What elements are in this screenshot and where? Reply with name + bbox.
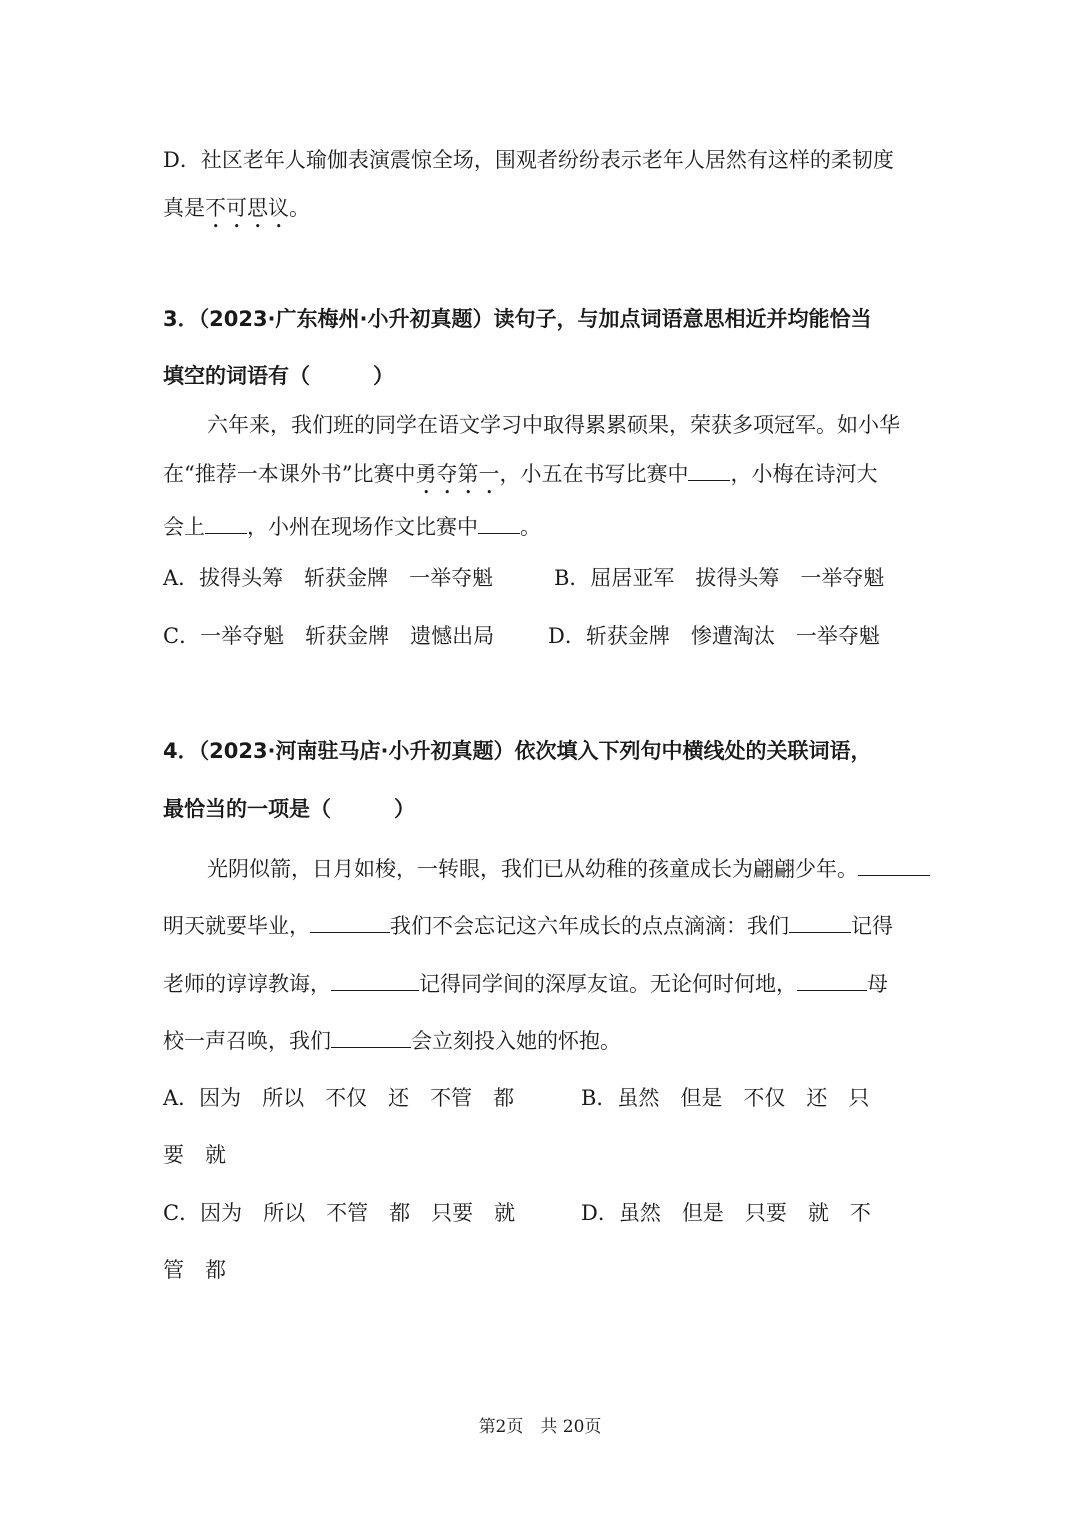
q4-p3c: 母 <box>867 972 888 996</box>
q4-p2a: 明天就要毕业， <box>163 914 310 938</box>
q3-option-d[interactable]: D．斩获金牌 惨遭淘汰 一举夺魁 <box>548 624 880 648</box>
dotted-word: 不可思议 <box>205 196 289 220</box>
q3-p2c: ，小梅在诗河大 <box>730 462 878 486</box>
q4-passage-line4 <box>163 1025 621 1056</box>
q3-blank-1[interactable] <box>688 458 730 481</box>
q4-option-d-cont[interactable]: 管 都 <box>163 1258 226 1282</box>
q4-blank-2[interactable] <box>310 910 390 933</box>
q4-p2c: 记得 <box>851 914 893 938</box>
q4-title-line2: 最恰当的一项是（ ） <box>163 797 415 821</box>
q3-p2b: ，小五在书写比赛中 <box>499 462 689 486</box>
q3-passage-line1: 六年来，我们班的同学在语文学习中取得累累硕果，荣获多项冠军。如小华 <box>207 413 900 437</box>
q3-passage-line3 <box>163 511 541 542</box>
q4-option-b-cont[interactable]: 要 就 <box>163 1143 226 1167</box>
q3-title-line2: 填空的词语有（ ） <box>163 364 394 388</box>
q4-blank-3[interactable] <box>789 910 851 933</box>
q4-p1: 光阴似箭，日月如梭，一转眼，我们已从幼稚的孩童成长为翩翩少年。 <box>207 857 858 881</box>
q4-blank-5[interactable] <box>797 968 867 991</box>
q4-option-b[interactable]: B．虽然 但是 不仅 还 只 <box>581 1086 870 1110</box>
q4-title-line1: 4．（2023·河南驻马店·小升初真题）依次填入下列句中横线处的关联词语， <box>163 739 872 763</box>
q3-blank-3[interactable] <box>478 511 520 534</box>
q3-option-b[interactable]: B．屈居亚军 拔得头筹 一举夺魁 <box>554 566 885 590</box>
q3-p3c: 。 <box>520 515 541 539</box>
option-d-line1: D．社区老年人瑜伽表演震惊全场，围观者纷纷表示老年人居然有这样的柔韧度 <box>163 148 894 172</box>
q4-p4b: 会立刻投入她的怀抱。 <box>411 1029 621 1053</box>
q3-title-line1: 3．（2023·广东梅州·小升初真题）读句子，与加点词语意思相近并均能恰当 <box>163 307 872 331</box>
q3-p3a: 会上 <box>163 515 205 539</box>
q4-passage-line2 <box>163 910 893 941</box>
q4-blank-6[interactable] <box>331 1025 411 1048</box>
q4-option-c[interactable]: C．因为 所以 不管 都 只要 就 <box>163 1201 516 1225</box>
option-d-post: 。 <box>289 196 310 220</box>
page-number: 第2页 共 20页 <box>478 1417 602 1437</box>
q4-blank-1[interactable] <box>858 853 930 876</box>
q3-blank-2[interactable] <box>205 511 247 534</box>
q4-p2b: 我们不会忘记这六年成长的点点滴滴：我们 <box>390 914 789 938</box>
q4-blank-4[interactable] <box>331 968 419 991</box>
option-d-line2 <box>163 193 310 233</box>
q3-passage-line2 <box>163 458 877 499</box>
q3-option-a[interactable]: A．拔得头筹 斩获金牌 一举夺魁 <box>163 566 494 590</box>
q4-p3a: 老师的谆谆教诲， <box>163 972 331 996</box>
q4-passage-line3 <box>163 968 888 999</box>
q3-dotted-word: 勇夺第一 <box>415 462 500 486</box>
q3-p3b: ，小州在现场作文比赛中 <box>247 515 478 539</box>
option-d-pre: 真是 <box>163 196 205 220</box>
q4-option-d[interactable]: D．虽然 但是 只要 就 不 <box>581 1201 871 1225</box>
q3-p2a: 在“推荐一本课外书”比赛中 <box>163 462 416 486</box>
q4-p4a: 校一声召唤，我们 <box>163 1029 331 1053</box>
q4-p3b: 记得同学间的深厚友谊。无论何时何地， <box>419 972 797 996</box>
q4-passage-line1 <box>207 853 930 884</box>
q4-option-a[interactable]: A．因为 所以 不仅 还 不管 都 <box>163 1086 515 1110</box>
q3-option-c[interactable]: C．一举夺魁 斩获金牌 遗憾出局 <box>163 624 495 648</box>
